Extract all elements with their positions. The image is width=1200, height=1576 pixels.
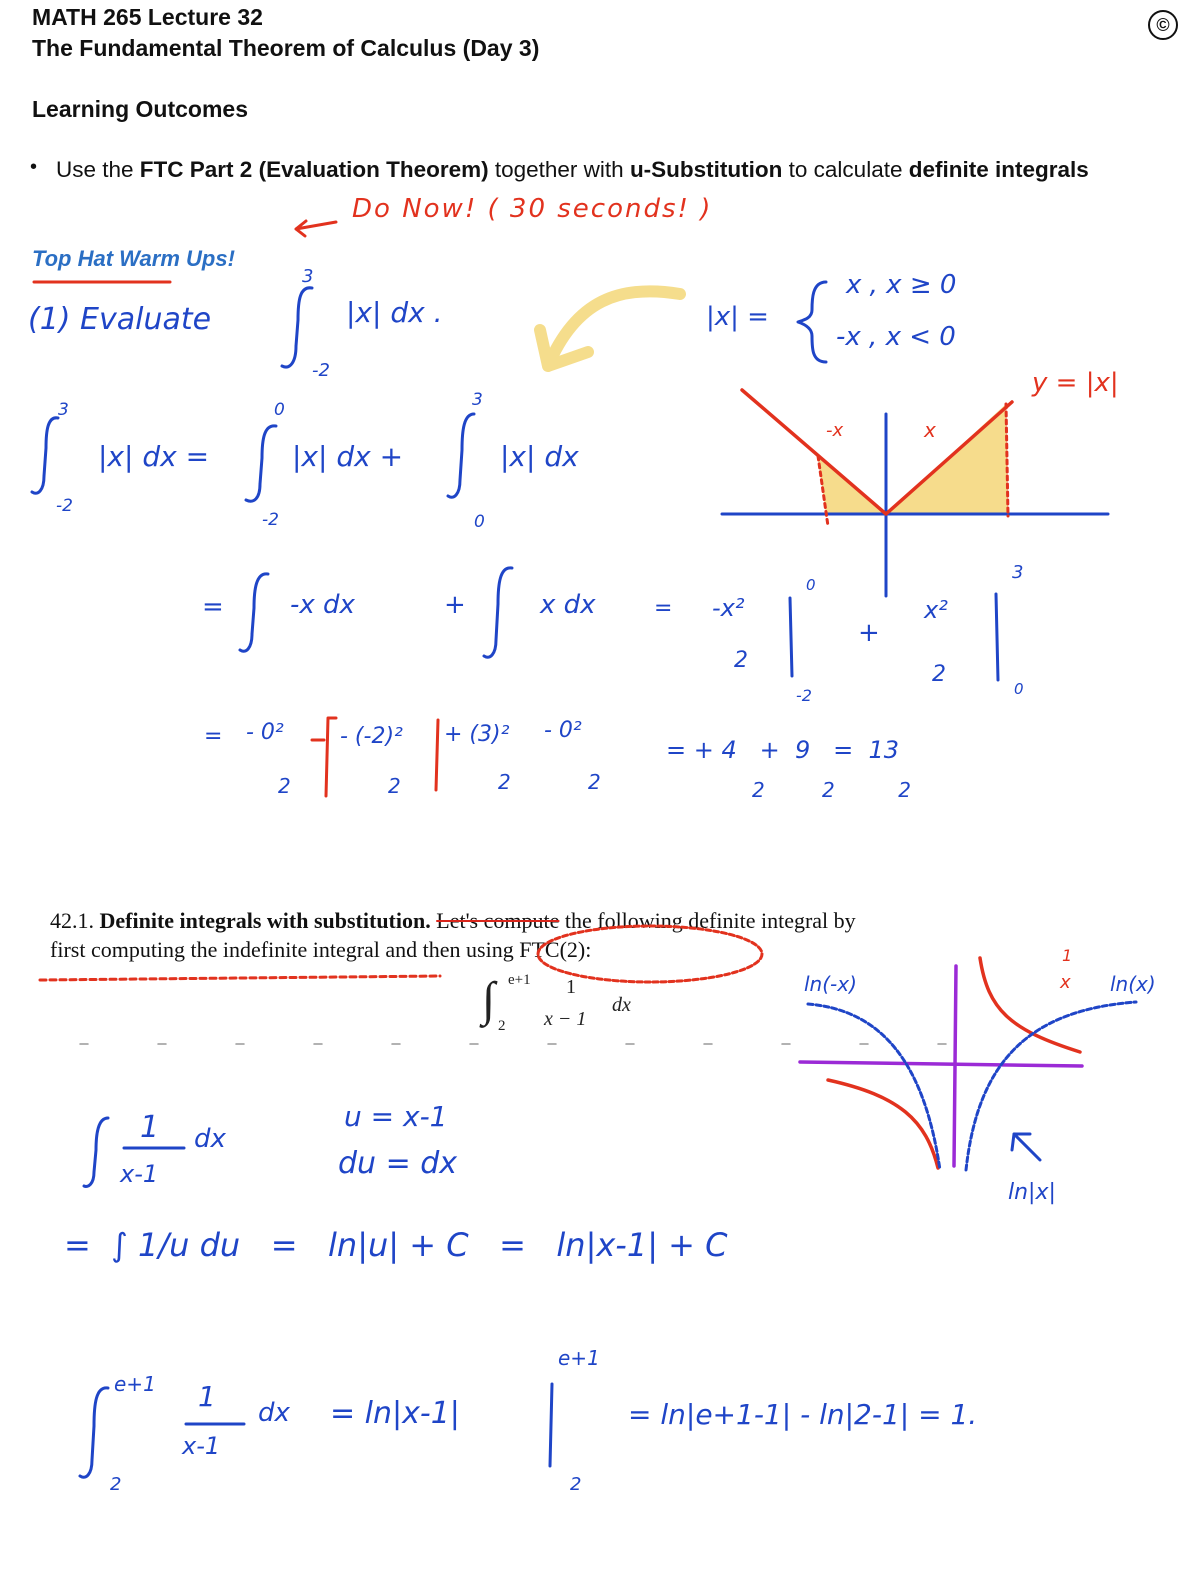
piecewise-case1: x , x ≥ 0 bbox=[846, 270, 957, 300]
paper-integral-den: x − 1 bbox=[544, 1008, 587, 1030]
copyright-icon: © bbox=[1148, 10, 1178, 40]
line2-term3: -x² bbox=[712, 594, 745, 622]
eval-bar-s3 bbox=[550, 1384, 552, 1466]
line3-c: + (3)² bbox=[444, 722, 510, 747]
problem1-lower: -2 bbox=[312, 360, 330, 381]
line2-eq: = bbox=[202, 592, 224, 622]
ftc-ellipse bbox=[538, 926, 762, 982]
line2-term2: x dx bbox=[540, 590, 596, 620]
ln-pos-label: ln(x) bbox=[1110, 972, 1156, 996]
integral-sign-l2a bbox=[240, 574, 268, 651]
graph-label-abs: y = |x| bbox=[1032, 368, 1119, 398]
line3-result-den: 2 2 2 bbox=[752, 778, 911, 802]
line2-term4: x² bbox=[924, 596, 948, 624]
line3-a-den: 2 bbox=[278, 774, 291, 798]
piecewise-lhs: |x| = bbox=[706, 302, 769, 332]
integral-sign-s1 bbox=[84, 1118, 108, 1186]
step2-line: = ∫ 1/u du = ln|u| + C = ln|x-1| + C bbox=[64, 1226, 728, 1264]
piecewise-brace bbox=[798, 282, 826, 362]
line2-plus2: + bbox=[858, 618, 880, 648]
top-hat-heading: Top Hat Warm Ups! bbox=[32, 246, 235, 271]
problem1-upper: 3 bbox=[302, 266, 314, 287]
paper-underline bbox=[40, 976, 440, 980]
line3-a: - 0² bbox=[246, 720, 284, 745]
recip-den: x bbox=[1060, 972, 1071, 993]
step3-num: 1 bbox=[198, 1380, 216, 1413]
paper-integral-upper: e+1 bbox=[508, 972, 531, 988]
step3-upper: e+1 bbox=[114, 1372, 156, 1396]
ln-x-axis bbox=[800, 1062, 1082, 1066]
do-now-note: Do Now! ( 30 seconds! ) bbox=[352, 194, 713, 224]
integral-sign-l2b bbox=[484, 568, 512, 657]
problem1-label: (1) Evaluate bbox=[28, 302, 212, 337]
course-title: MATH 265 Lecture 32 bbox=[32, 4, 263, 30]
line3-c-den: 2 bbox=[498, 770, 511, 794]
paper-excerpt: 42.1. Definite integrals with substitution. Let's compute the following definite integral by first computing the indefinite integral and then using FTC(2): bbox=[50, 908, 856, 962]
substitution-u: u = x-1 bbox=[344, 1100, 448, 1133]
line2-den: 2 bbox=[734, 648, 748, 673]
eval-bar-2 bbox=[996, 594, 998, 680]
step1-den: x-1 bbox=[120, 1160, 159, 1188]
paper-integral-sign: ∫ bbox=[482, 973, 496, 1026]
yellow-arrow bbox=[540, 291, 680, 366]
step3-den: x-1 bbox=[182, 1432, 221, 1460]
integral-sign-s3 bbox=[80, 1388, 108, 1477]
line1-upper-b: 3 bbox=[58, 400, 69, 420]
ln-neg-label: ln(-x) bbox=[804, 972, 857, 996]
ln-abs-arrow bbox=[1012, 1134, 1040, 1160]
line1-lower-d: -2 bbox=[262, 510, 279, 530]
ln-abs-label: ln|x| bbox=[1008, 1180, 1056, 1205]
integral-sign-l1c bbox=[448, 414, 474, 497]
step3-eq1: = ln|x-1| bbox=[330, 1396, 460, 1431]
substitution-du: du = dx bbox=[338, 1146, 458, 1181]
line1-upper-c: 0 bbox=[274, 400, 285, 420]
line2-plus: + bbox=[444, 590, 466, 620]
paper-integral-dx: dx bbox=[612, 994, 631, 1016]
line1-rhs: |x| dx bbox=[500, 440, 579, 473]
line2-upper-3: 3 bbox=[1012, 562, 1024, 583]
graph-label-neg-x: -x bbox=[826, 420, 844, 441]
line2-upper-0: 0 bbox=[806, 576, 816, 594]
piecewise-case2: -x , x < 0 bbox=[836, 322, 956, 352]
learning-outcomes-heading: Learning Outcomes bbox=[32, 96, 248, 122]
ln-y-axis bbox=[954, 966, 956, 1166]
ln-pos-curve bbox=[966, 1002, 1136, 1170]
bullet-icon: • bbox=[30, 156, 38, 178]
recip-branch-right bbox=[980, 958, 1080, 1052]
bracket-left bbox=[326, 718, 336, 796]
line3-result: = + 4 + 9 = 13 bbox=[666, 736, 900, 764]
line3-eq: = bbox=[204, 724, 223, 749]
line2-lower-0: 0 bbox=[1014, 680, 1024, 698]
paper-integral-lower: 2 bbox=[498, 1018, 506, 1034]
line2-lower-neg2: -2 bbox=[796, 686, 812, 705]
line2-term1: -x dx bbox=[290, 590, 355, 620]
step3-eq2: = ln|e+1-1| - ln|2-1| = 1. bbox=[628, 1398, 978, 1431]
lecture-title: The Fundamental Theorem of Calculus (Day 3) bbox=[32, 35, 540, 61]
eval-bar-1 bbox=[790, 598, 792, 676]
ln-neg-curve bbox=[808, 1004, 940, 1170]
graph-label-x: x bbox=[924, 418, 936, 442]
step1-num: 1 bbox=[140, 1110, 160, 1145]
step3-eval-upper: e+1 bbox=[558, 1346, 600, 1370]
integral-sign-p1 bbox=[282, 288, 312, 367]
line3-d-den: 2 bbox=[588, 770, 601, 794]
line2-eq2: = bbox=[654, 596, 673, 621]
recip-num: 1 bbox=[1062, 946, 1073, 965]
line1-mid: |x| dx + bbox=[292, 440, 404, 473]
step3-dx: dx bbox=[258, 1398, 290, 1428]
step3-lower: 2 bbox=[110, 1474, 122, 1495]
step3-eval-lower: 2 bbox=[570, 1474, 582, 1495]
learning-outcome: Use the FTC Part 2 (Evaluation Theorem) together with u-Substitution to calculate definite integrals bbox=[56, 157, 1089, 182]
integral-sign-l1a bbox=[32, 418, 58, 493]
line1-lhs: |x| dx = bbox=[98, 440, 210, 473]
line3-b: - (-2)² bbox=[340, 724, 403, 749]
integral-sign-l1b bbox=[246, 426, 276, 501]
bracket-right bbox=[436, 720, 438, 790]
line3-d: - 0² bbox=[544, 718, 582, 743]
line1-upper-e: 3 bbox=[472, 390, 483, 410]
do-now-arrow bbox=[296, 221, 336, 236]
problem1-integrand: |x| dx . bbox=[346, 296, 443, 329]
line1-lower-a: -2 bbox=[56, 496, 73, 516]
paper-integral-num: 1 bbox=[566, 976, 576, 998]
line3-b-den: 2 bbox=[388, 774, 401, 798]
line1-lower-f: 0 bbox=[474, 512, 485, 532]
step1-dx: dx bbox=[194, 1124, 226, 1154]
line2-den2: 2 bbox=[932, 662, 946, 687]
